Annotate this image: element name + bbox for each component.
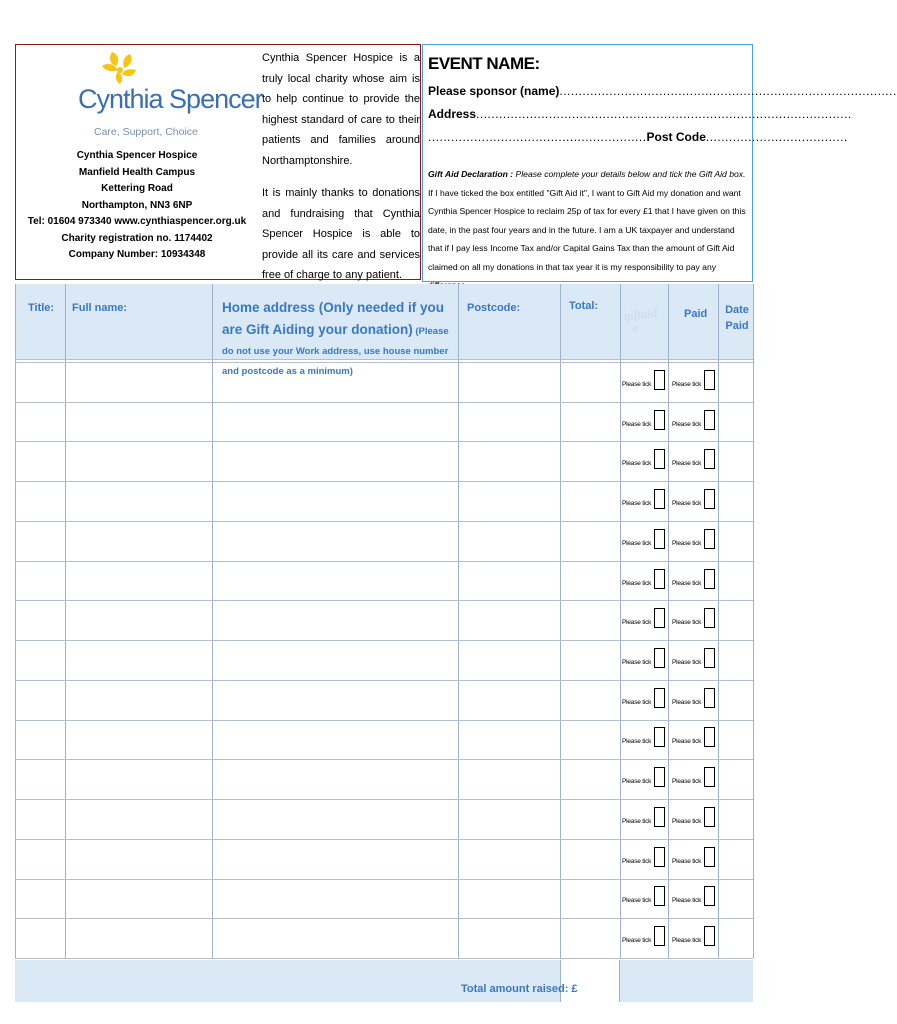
paid-checkbox[interactable]: [704, 529, 715, 549]
paid-tick-label: Please tick: [672, 698, 702, 706]
giftaid-it-logo: [622, 288, 666, 348]
gift-aid-declaration: [428, 165, 748, 295]
postcode-field[interactable]: [428, 130, 848, 144]
paid-tick-label: Please tick: [672, 500, 702, 508]
paid-tick-label: Please tick: [672, 619, 702, 627]
paid-checkbox[interactable]: [704, 926, 715, 946]
address-label: Address: [428, 107, 477, 121]
paid-checkbox[interactable]: [704, 688, 715, 708]
giftaid-checkbox[interactable]: [654, 767, 665, 787]
row-divider: [15, 720, 753, 721]
row-divider: [15, 799, 753, 800]
sponsor-label: Please sponsor (name): [428, 84, 560, 98]
giftaid-checkbox[interactable]: [654, 449, 665, 469]
paid-checkbox[interactable]: [704, 648, 715, 668]
paid-tick-label: Please tick: [672, 897, 702, 905]
column-divider: [458, 284, 459, 958]
paid-checkbox[interactable]: [704, 608, 715, 628]
org-line: Company Number: 10934348: [68, 249, 206, 260]
giftaid-checkbox[interactable]: [654, 926, 665, 946]
giftaid-checkbox[interactable]: [654, 807, 665, 827]
svg-text:it: it: [632, 323, 639, 335]
row-divider: [15, 640, 753, 641]
row-divider: [15, 402, 753, 403]
row-divider: [15, 680, 753, 681]
paid-checkbox[interactable]: [704, 767, 715, 787]
header-home-address: [222, 297, 458, 381]
row-divider: [15, 362, 753, 363]
giftaid-tick-label: Please tick: [622, 380, 652, 388]
postcode-dots: .....................................: [705, 130, 848, 144]
giftaid-tick-label: Please tick: [622, 619, 652, 627]
paid-checkbox[interactable]: [704, 847, 715, 867]
paid-checkbox[interactable]: [704, 727, 715, 747]
address-field[interactable]: [428, 107, 852, 121]
header-total: Total:: [569, 300, 599, 312]
giftaid-checkbox[interactable]: [654, 608, 665, 628]
header-address-note: (Please do not use your Work address, use house number and postcode as a minimum): [222, 326, 449, 377]
row-divider: [15, 879, 753, 880]
giftaid-checkbox[interactable]: [654, 370, 665, 390]
paid-checkbox[interactable]: [704, 449, 715, 469]
giftaid-tick-label: Please tick: [622, 659, 652, 666]
column-divider: [15, 284, 16, 958]
org-line: Charity registration no. 1174402: [61, 232, 213, 244]
total-row: [15, 960, 753, 1002]
header-postcode: Postcode:: [467, 302, 521, 314]
column-divider: [65, 284, 66, 958]
giftaid-tick-label: Please tick: [622, 738, 652, 746]
org-contact-line: Tel: 01604 973340 www.cynthiaspencer.org.uk: [27, 216, 247, 227]
paid-tick-label: Please tick: [672, 420, 702, 428]
giftaid-tick-label: Please tick: [622, 817, 652, 825]
gift-aid-intro: Please complete your details below and tick the Gift Aid box.: [513, 169, 746, 179]
org-line: Northampton, NN3 6NP: [81, 199, 193, 211]
giftaid-tick-label: Please tick: [622, 897, 652, 905]
giftaid-tick-label: Please tick: [622, 420, 652, 428]
paid-tick-label: Please tick: [672, 380, 702, 388]
giftaid-tick-label: Please tick: [622, 579, 652, 587]
charity-description: [262, 48, 420, 298]
event-name-label: EVENT NAME:: [428, 54, 540, 73]
svg-text:giftaid: giftaid: [622, 304, 659, 324]
postcode-label: Post Code: [646, 130, 706, 144]
column-divider: [212, 284, 213, 958]
giftaid-tick-label: Please tick: [622, 698, 652, 706]
giftaid-checkbox[interactable]: [654, 529, 665, 549]
paid-tick-label: Please tick: [672, 817, 702, 825]
giftaid-tick-label: Please tick: [622, 778, 652, 786]
paid-checkbox[interactable]: [704, 569, 715, 589]
org-line: Cynthia Spencer Hospice: [76, 150, 198, 161]
header-divider: [15, 359, 753, 360]
giftaid-checkbox[interactable]: [654, 489, 665, 509]
paid-tick-label: Please tick: [672, 460, 702, 468]
row-divider: [15, 759, 753, 760]
header-paid: Paid: [684, 308, 708, 320]
paid-tick-label: Please tick: [672, 778, 702, 786]
giftaid-checkbox[interactable]: [654, 727, 665, 747]
giftaid-tick-label: Please tick: [622, 937, 652, 945]
paid-tick-label: Please tick: [672, 857, 702, 865]
giftaid-checkbox[interactable]: [654, 847, 665, 867]
giftaid-tick-label: Please tick: [622, 500, 652, 508]
row-divider: [15, 958, 753, 959]
address-dots: ..................................................................................................: [476, 107, 852, 121]
paid-checkbox[interactable]: [704, 807, 715, 827]
giftaid-checkbox[interactable]: [654, 648, 665, 668]
paid-checkbox[interactable]: [704, 410, 715, 430]
column-divider: [620, 284, 621, 958]
giftaid-checkbox[interactable]: [654, 410, 665, 430]
gift-aid-text: If I have ticked the box entitled "Gift Aid it", I want to Gift Aid my donation and want Cynthia Spencer Hospice to reclaim 25p of tax for every £1 that I have given on this date, in the past four years and in the future. I am a UK taxpayer and understand that if I pay less Income Tax and/or Capital Gains Tax than the amount of Gift Aid claimed on all my donations in that tax year it is my responsibility to pay any: [428, 187, 746, 272]
column-divider: [668, 284, 669, 958]
row-divider: [15, 600, 753, 601]
sponsor-dots: ........................................................................................: [559, 84, 897, 98]
header-address-main: Home address (Only needed if you are Gift Aiding your donation): [222, 300, 445, 337]
row-divider: [15, 839, 753, 840]
header-full-name: Full name:: [72, 302, 128, 314]
header-date-paid: Date Paid: [725, 304, 749, 332]
address-dots: .........................................................: [428, 130, 647, 144]
org-line: Kettering Road: [101, 183, 173, 194]
organisation-address: [17, 148, 257, 264]
description-paragraph: It is mainly thanks to donations and fundraising that Cynthia Spencer Hospice is able to provide all its care and services free of charge to any patient.: [262, 187, 420, 281]
description-paragraph: Cynthia Spencer Hospice is a truly local charity whose aim is to help continue to provide the highest standard of care to their patients and families around Northamptonshire.: [262, 52, 420, 167]
total-amount-cell[interactable]: [560, 960, 620, 1002]
paid-tick-label: Please tick: [672, 937, 702, 945]
paid-tick-label: Please tick: [672, 579, 702, 587]
org-line: Manfield Health Campus: [78, 166, 196, 178]
gift-aid-label: Gift Aid Declaration :: [428, 169, 514, 179]
giftaid-checkbox[interactable]: [654, 886, 665, 906]
logo-tagline: Care, Support, Choice: [94, 126, 198, 138]
paid-checkbox[interactable]: [704, 370, 715, 390]
paid-tick-label: Please tick: [672, 738, 702, 746]
header-title: Title:: [28, 302, 55, 314]
total-amount-label: Total amount raised: £: [461, 983, 578, 995]
row-divider: [15, 441, 753, 442]
cynthia-spencer-logo: [60, 48, 263, 143]
row-divider: [15, 561, 753, 562]
column-divider: [718, 284, 719, 958]
paid-checkbox[interactable]: [704, 489, 715, 509]
row-divider: [15, 918, 753, 919]
column-divider: [753, 284, 754, 958]
column-divider: [560, 284, 561, 958]
paid-tick-label: Please tick: [672, 659, 702, 666]
paid-tick-label: Please tick: [672, 539, 702, 547]
giftaid-checkbox[interactable]: [654, 569, 665, 589]
giftaid-tick-label: Please tick: [622, 460, 652, 468]
row-divider: [15, 521, 753, 522]
giftaid-tick-label: Please tick: [622, 857, 652, 865]
sponsor-name-field[interactable]: [428, 84, 897, 98]
giftaid-checkbox[interactable]: [654, 688, 665, 708]
giftaid-tick-label: Please tick: [622, 539, 652, 547]
paid-checkbox[interactable]: [704, 886, 715, 906]
row-divider: [15, 481, 753, 482]
logo-wordmark: Cynthia Spencer: [78, 84, 263, 114]
